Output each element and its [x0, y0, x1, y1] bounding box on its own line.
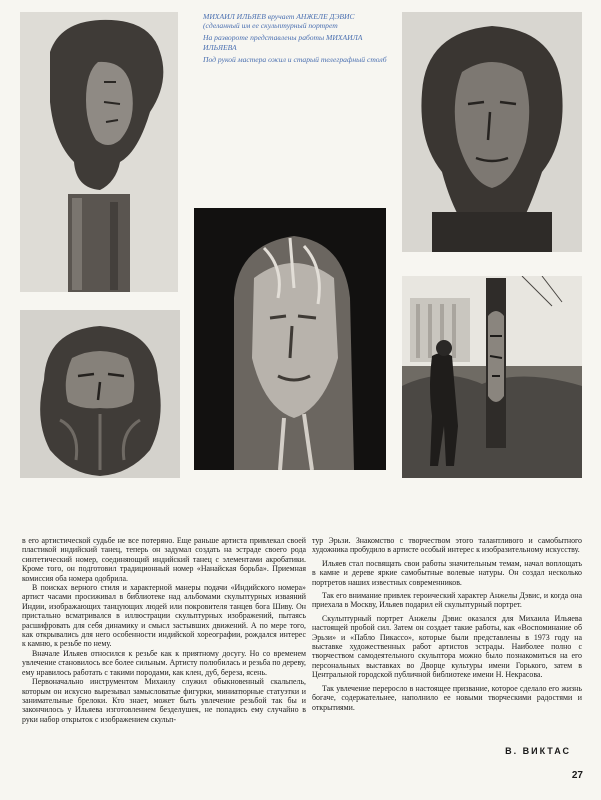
- author-signature: В. ВИКТАС: [505, 746, 571, 756]
- article-column-right: [312, 536, 582, 712]
- sculpture-bearded-man-portrait: [402, 12, 582, 252]
- caption-line-1: МИХАИЛ ИЛЬЯЕВ вручает АНЖЕЛЕ ДЭВИС (сделанный им ее скульптурный портрет: [203, 12, 355, 31]
- caption-line-2: На развороте представлены работы МИХАИЛА ИЛЬЯЕВА: [203, 33, 363, 52]
- page-number: 27: [571, 770, 583, 781]
- paragraph: В поисках верного стиля и характерной манеры подачи «Индийского номера» артист часами просиживал в библиотеке над альбомами скульптурных изваяний Индии, изображающих танцующих людей или покровителя танцев бога Шиву. Он пристально всматривался в иллюстрации скульптурных изображений, пытаясь расшифровать для себя динамику и смысл застывших движений. А по мере того, как открывались для него особенности индийской хореографии, рождался интерес к камню, к резьбе по нему.: [22, 583, 306, 649]
- paragraph: Скульптурный портрет Анжелы Дэвис оказался для Михаила Ильяева настоящей пробой сил. Затем он создает такие работы, как «Воспоминание об Эрьзи» и «Пабло Пикассо», которые были представлены в 1973 году на выставке художественных работ артистов эстрады. Наиболее полно с творчеством самодеятельного скульптора можно было познакомиться на его персональных выставках во Дворце культуры имени Горького, затем в Центральной городской публичной библиотеке имени Н. Некрасова.: [312, 613, 582, 680]
- sculpture-woman-portrait: [20, 12, 178, 292]
- paragraph: Первоначально инструментом Михаилу служил обыкновенный скальпель, которым он искусно вырезывал замысловатые фигурки, миниатюрные статуэтки и занимательные брелоки. Кто знает, может быть увлечение резьбой так бы и закончилось у Ильяева изготовлением безделушек, не попадись ему случайно в руки набор открыток с изображением скульп-: [22, 677, 306, 724]
- sculpture-bearded-elder-bust: [20, 310, 180, 478]
- carved-telegraph-pole-photo: [402, 276, 582, 478]
- article-column-left: [22, 536, 306, 724]
- paragraph: в его артистической судьбе не все потеряно. Еще раньше артиста привлекал своей пластикой индийский танец, теперь он задумал создать на эстраде своего рода синтетический номер, соединяющий индийский танец с элементами акробатики. Кроме того, он подготовил традиционный номер «Нанайская борьба». Приемная комиссия оба номера одобрила.: [22, 536, 306, 583]
- caption-line-3: Под рукой мастера ожил и старый телеграфный столб: [203, 54, 387, 64]
- sculpture-old-man-wood-carving: [194, 208, 386, 470]
- paragraph: Так увлечение переросло в настоящее призвание, которое сделало его жизнь богаче, содержательнее, наполнило ее новыми творческими радостями и открытиями.: [312, 683, 582, 712]
- paragraph: Вначале Ильяев относился к резьбе как к приятному досугу. Но со временем увлечение становилось все более сильным. Артисту полюбилась и резьба по дереву, ему нравилось работать с такими породами, как клен, дуб, береза, ясень.: [22, 648, 306, 677]
- paragraph: тур Эрьзи. Знакомство с творчеством этого талантливого и самобытного художника пробудило в артисте особый интерес к изобразительному искусству.: [312, 536, 582, 555]
- photo-caption: [203, 12, 391, 67]
- paragraph: Так его внимание привлек героический характер Анжелы Дэвис, и когда она приехала в Москву, Ильяев подарил ей скульптурный портрет.: [312, 591, 582, 610]
- paragraph: Ильяев стал посвящать свои работы значительным темам, начал воплощать в камне и дереве яркие самобытные волевые натуры. Он создал несколько портретов наших известных современников.: [312, 558, 582, 587]
